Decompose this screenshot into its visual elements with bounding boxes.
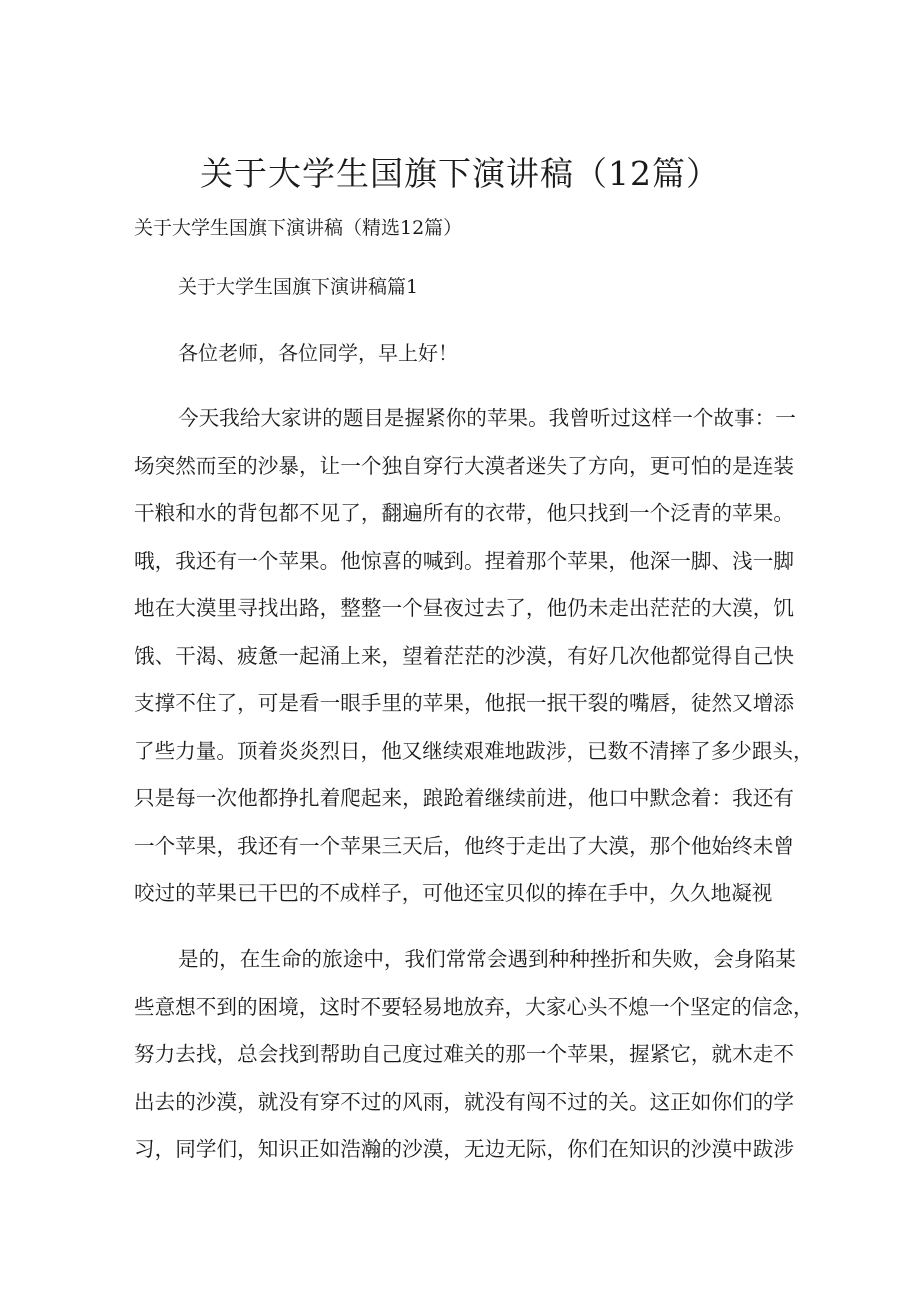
document-title: 关于大学生国旗下演讲稿（12篇） — [200, 154, 720, 193]
paragraph-line: 哦，我还有一个苹果。他惊喜的喊到。捏着那个苹果，他深一脚、浅一脚 — [134, 548, 794, 573]
paragraph-line: 干粮和水的背包都不见了，翻遍所有的衣带，他只找到一个泛青的苹果。 — [134, 501, 794, 525]
paragraph-line: 是的，在生命的旅途中，我们常常会遇到种种挫折和失败，会身陷某 — [178, 947, 796, 971]
paragraph-line: 只是每一次他都挣扎着爬起来，踉跄着继续前进，他口中默念着：我还有 — [134, 786, 794, 810]
paragraph-line: 今天我给大家讲的题目是握紧你的苹果。我曾听过这样一个故事：一 — [178, 406, 796, 430]
paragraph-line: 出去的沙漠，就没有穿不过的风雨，就没有闯不过的关。这正如你们的学 — [134, 1089, 794, 1114]
paragraph-line: 饿、干渴、疲惫一起涌上来，望着茫茫的沙漠，有好几次他都觉得自己快 — [134, 643, 794, 668]
paragraph-line: 努力去找，总会找到帮助自己度过难关的那一个苹果，握紧它，就木走不 — [134, 1042, 794, 1066]
paragraph-line: 习，同学们，知识正如浩瀚的沙漠，无边无际，你们在知识的沙漠中跋涉 — [134, 1137, 794, 1161]
section-heading: 关于大学生国旗下演讲稿篇1 — [178, 276, 419, 298]
paragraph-reflection — [134, 936, 814, 1174]
paragraph-line: 咬过的苹果已干巴的不成样子，可他还宝贝似的捧在手中，久久地凝视 — [134, 881, 773, 905]
paragraph-line: 场突然而至的沙暴，让一个独自穿行大漠者迷失了方向，更可怕的是连装 — [134, 453, 794, 478]
paragraph-line: 支撑不住了，可是看一眼手里的苹果，他抿一抿干裂的嘴唇，徒然又增添 — [134, 691, 794, 715]
document-subtitle: 关于大学生国旗下演讲稿（精选12篇） — [134, 217, 463, 239]
paragraph-line: 一个苹果，我还有一个苹果三天后，他终于走出了大漠，那个他始终未曾 — [134, 833, 794, 858]
paragraph-line: 了些力量。顶着炎炎烈日，他又继续艰难地跋涉，已数不清摔了多少跟头， — [134, 738, 814, 763]
greeting-line: 各位老师，各位同学，早上好！ — [178, 341, 458, 365]
paragraph-line: 地在大漠里寻找出路，整整一个昼夜过去了，他仍未走出茫茫的大漠，饥 — [134, 596, 794, 620]
paragraph-story — [134, 395, 814, 918]
paragraph-line: 些意想不到的困境，这时不要轻易地放弃，大家心头不熄一个坚定的信念， — [134, 994, 814, 1019]
